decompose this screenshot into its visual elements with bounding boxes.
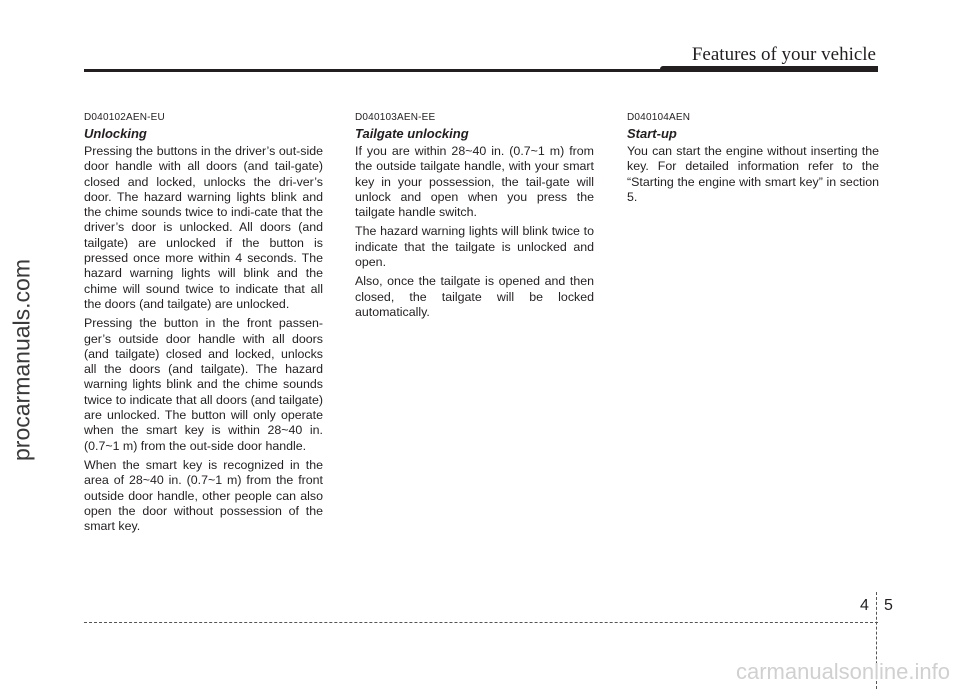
section-code: D040104AEN bbox=[627, 112, 691, 123]
paragraph: You can start the engine without inserting the key. For detailed information refer to the “Starting the engine with smart key” in section 5. bbox=[627, 144, 879, 204]
paragraph: Pressing the buttons in the driver’s out-side door handle with all doors (and tail-gate) closed and locked, unlocks the dri-ver’s door. The hazard warning lights blink and the chime sounds twice to indi-cate that the driver’s door is unlocked. All doors (and tailgate) are unlocked if the button is pressed once more within 4 seconds. The hazard warning lights will blink and the chime will sound twice to indicate that all the doors (and tailgate) are unlocked. bbox=[84, 144, 323, 311]
side-watermark-text: procarmanuals.com bbox=[8, 259, 35, 461]
paragraph: Pressing the button in the front passen-ger’s outside door handle with all doors (and tailgate) closed and locked, unlocks all the doors (and tailgate). The hazard warning lights blink and the chime sounds twice to indicate that all doors (and tailgate) are unlocked. The button will only operate when the smart key is within 28~40 in. (0.7~1 m) from the out-side door handle. bbox=[84, 316, 323, 453]
footer-rule bbox=[84, 622, 878, 623]
paragraph: When the smart key is recognized in the area of 28~40 in. (0.7~1 m) from the front outside door handle, other people can also open the door without possession of the smart key. bbox=[84, 457, 323, 534]
column-unlocking bbox=[84, 112, 323, 538]
section-code: D040103AEN-EE bbox=[355, 112, 436, 123]
paragraph: Also, once the tailgate is opened and then closed, the tailgate will be locked automatically. bbox=[355, 274, 594, 319]
page-number: 5 bbox=[884, 597, 893, 614]
bottom-watermark: carmanualsonline.info bbox=[735, 659, 950, 684]
column-start-up bbox=[627, 112, 879, 209]
section-code: D040102AEN-EU bbox=[84, 112, 165, 123]
side-watermark bbox=[0, 0, 45, 689]
chapter-number: 4 bbox=[860, 597, 869, 614]
header-rule-accent bbox=[660, 66, 878, 72]
paragraph: The hazard warning lights will blink twice to indicate that the tailgate is unlocked and open. bbox=[355, 224, 594, 270]
section-heading: Unlocking bbox=[84, 126, 147, 141]
column-tailgate-unlocking bbox=[355, 112, 594, 324]
section-title: Features of your vehicle bbox=[691, 44, 876, 65]
paragraph: If you are within 28~40 in. (0.7~1 m) from the outside tailgate handle, with your smart key in your possession, the tail-gate will unlock and open when you press the tailgate handle switch. bbox=[355, 144, 594, 220]
section-heading: Start-up bbox=[627, 126, 677, 141]
section-heading: Tailgate unlocking bbox=[355, 126, 469, 141]
